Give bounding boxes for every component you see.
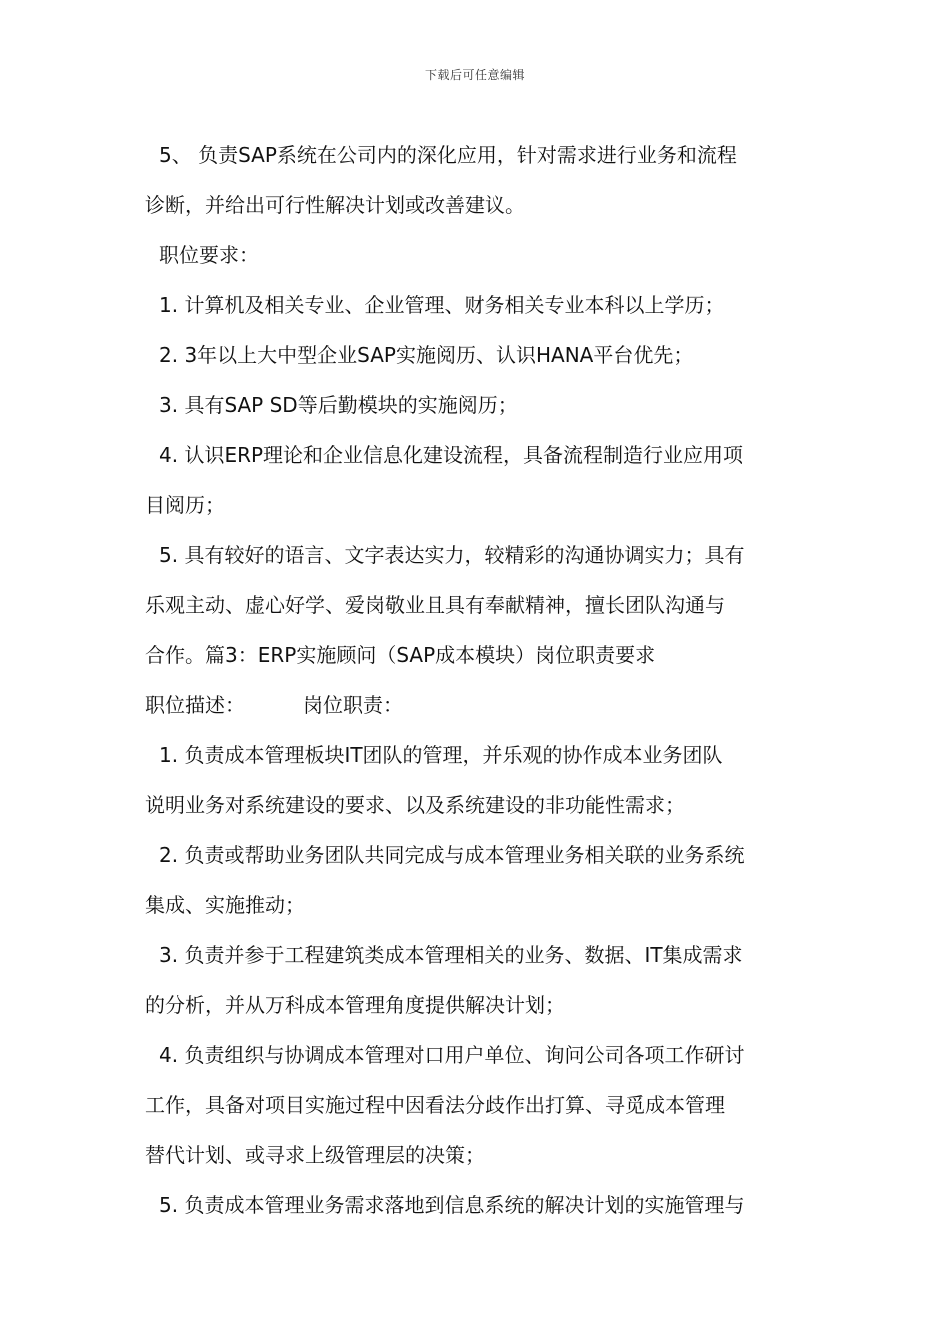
list-item: 2. 负责或帮助业务团队共同完成与成本管理业务相关联的业务系统 (159, 843, 745, 867)
list-item: 4. 认识ERP理论和企业信息化建设流程，具备流程制造行业应用项 (159, 443, 744, 467)
section-heading-row (145, 680, 810, 730)
list-item-continuation: 合作。篇3：ERP实施顾问（SAP成本模块）岗位职责要求 (145, 643, 656, 667)
section-heading: 岗位职责： (303, 693, 403, 717)
list-item: 3. 负责并参于工程建筑类成本管理相关的业务、数据、IT集成需求 (159, 943, 743, 967)
list-item: 3. 具有SAP SD等后勤模块的实施阅历； (159, 393, 518, 417)
list-item-continuation: 的分析，并从万科成本管理角度提供解决计划； (145, 993, 565, 1017)
paragraph-line: 诊断，并给出可行性解决计划或改善建议。 (145, 193, 525, 217)
list-item-continuation: 说明业务对系统建设的要求、以及系统建设的非功能性需求； (145, 793, 685, 817)
list-item-continuation: 工作，具备对项目实施过程中因看法分歧作出打算、寻觅成本管理 (145, 1093, 725, 1117)
list-item: 5. 负责成本管理业务需求落地到信息系统的解决计划的实施管理与 (159, 1193, 745, 1217)
list-item-continuation: 目阅历； (145, 493, 225, 517)
section-heading: 职位要求： (159, 243, 259, 267)
list-item-continuation: 替代计划、或寻求上级管理层的决策； (145, 1143, 485, 1167)
list-item-continuation: 集成、实施推动； (145, 893, 305, 917)
list-item: 4. 负责组织与协调成本管理对口用户单位、询问公司各项工作研讨 (159, 1043, 745, 1067)
list-item: 1. 计算机及相关专业、企业管理、财务相关专业本科以上学历； (159, 293, 725, 317)
list-item: 1. 负责成本管理板块IT团队的管理，并乐观的协作成本业务团队 (159, 743, 723, 767)
section-heading: 职位描述： (145, 693, 245, 717)
paragraph-line: 5、 负责SAP系统在公司内的深化应用，针对需求进行业务和流程 (159, 143, 737, 167)
page-header: 下载后可任意编辑 (424, 68, 525, 82)
document-body (145, 130, 810, 1230)
list-item-continuation: 乐观主动、虚心好学、爱岗敬业且具有奉献精神，擅长团队沟通与 (145, 593, 725, 617)
list-item: 5. 具有较好的语言、文字表达实力，较精彩的沟通协调实力；具有 (159, 543, 745, 567)
list-item: 2. 3年以上大中型企业SAP实施阅历、认识HANA平台优先； (159, 343, 694, 367)
